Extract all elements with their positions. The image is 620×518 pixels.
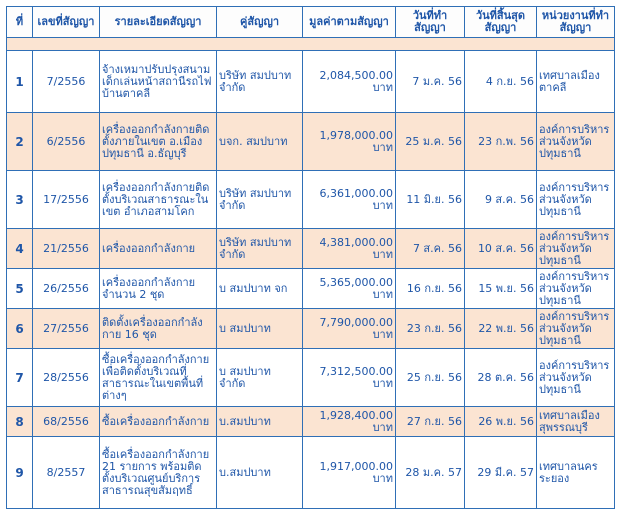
cell-date-made: 28 ม.ค. 57	[396, 437, 465, 509]
cell-agency: องค์การบริหารส่วนจังหวัดปทุมธานี	[537, 229, 615, 269]
cell-detail: จ้างเหมาปรับปรุงสนามเด็กเล่นหน้าสถานีรถไฟบ้านตาคลี	[100, 51, 217, 113]
header-detail: รายละเอียดสัญญา	[100, 7, 217, 38]
cell-contract-no: 27/2556	[33, 309, 100, 349]
table-row	[7, 51, 615, 113]
cell-agency: องค์การบริหารส่วนจังหวัดปทุมธานี	[537, 309, 615, 349]
cell-value: 2,084,500.00 บาท	[303, 51, 396, 113]
cell-value: 1,978,000.00 บาท	[303, 113, 396, 171]
spacer-row	[7, 38, 615, 51]
cell-party: บ.สมปบาท	[217, 437, 303, 509]
cell-date-end: 15 พ.ย. 56	[465, 269, 537, 309]
header-value: มูลค่าตามสัญญา	[303, 7, 396, 38]
header-no: ที่	[7, 7, 33, 38]
cell-agency: เทศบาลเมืองสุพรรณบุรี	[537, 407, 615, 437]
table-row	[7, 113, 615, 171]
cell-no: 6	[7, 309, 33, 349]
cell-date-end: 4 ก.ย. 56	[465, 51, 537, 113]
cell-contract-no: 6/2556	[33, 113, 100, 171]
cell-date-made: 11 มิ.ย. 56	[396, 171, 465, 229]
cell-no: 7	[7, 349, 33, 407]
header-date-made: วันที่ทำสัญญา	[396, 7, 465, 38]
table-row	[7, 269, 615, 309]
cell-contract-no: 17/2556	[33, 171, 100, 229]
header-row	[7, 7, 615, 38]
cell-contract-no: 28/2556	[33, 349, 100, 407]
cell-value: 7,312,500.00 บาท	[303, 349, 396, 407]
header-date-end: วันที่สิ้นสุดสัญญา	[465, 7, 537, 38]
cell-value: 1,928,400.00 บาท	[303, 407, 396, 437]
contracts-table-container	[6, 6, 614, 509]
cell-date-end: 10 ส.ค. 56	[465, 229, 537, 269]
cell-date-made: 25 ก.ย. 56	[396, 349, 465, 407]
header-contract-no: เลขที่สัญญา	[33, 7, 100, 38]
table-row	[7, 349, 615, 407]
table-row	[7, 229, 615, 269]
cell-detail: ซื้อเครื่องออกกำลังกายเพื่อติดตั้งบริเวณที่สาธารณะในเขตพื้นที่ต่างๆ	[100, 349, 217, 407]
cell-detail: เครื่องออกกำลังกายติดตั้งบริเวณสาธารณะในเขต อำเภอสามโคก	[100, 171, 217, 229]
cell-detail: เครื่องออกกำลังกายติดตั้งภายในเขต อ.เมืองปทุมธานี อ.ธัญบุรี	[100, 113, 217, 171]
cell-contract-no: 68/2556	[33, 407, 100, 437]
cell-date-made: 27 ก.ย. 56	[396, 407, 465, 437]
cell-agency: องค์การบริหารส่วนจังหวัดปทุมธานี	[537, 113, 615, 171]
cell-contract-no: 7/2556	[33, 51, 100, 113]
table-row	[7, 309, 615, 349]
cell-party: บ สมปบาท	[217, 309, 303, 349]
cell-party: บริษัท สมปบาท จำกัด	[217, 171, 303, 229]
cell-agency: เทศบาลนครระยอง	[537, 437, 615, 509]
cell-party: บ.สมปบาท	[217, 407, 303, 437]
cell-value: 1,917,000.00 บาท	[303, 437, 396, 509]
table-row	[7, 407, 615, 437]
cell-party: บจก. สมปบาท	[217, 113, 303, 171]
cell-detail: ซื้อเครื่องออกกำลังกาย 21 รายการ พร้อมติดตั้งบริเวณศูนย์บริการสาธารณสุขสัมฤทธิ์	[100, 437, 217, 509]
table-row	[7, 171, 615, 229]
cell-date-made: 7 ส.ค. 56	[396, 229, 465, 269]
cell-value: 4,381,000.00 บาท	[303, 229, 396, 269]
cell-agency: องค์การบริหารส่วนจังหวัดปทุมธานี	[537, 349, 615, 407]
cell-detail: ซื้อเครื่องออกกำลังกาย	[100, 407, 217, 437]
cell-no: 3	[7, 171, 33, 229]
cell-value: 7,790,000.00 บาท	[303, 309, 396, 349]
cell-contract-no: 8/2557	[33, 437, 100, 509]
header-agency: หน่วยงานที่ทำสัญญา	[537, 7, 615, 38]
cell-detail: เครื่องออกกำลังกายจำนวน 2 ชุด	[100, 269, 217, 309]
cell-date-made: 16 ก.ย. 56	[396, 269, 465, 309]
cell-date-end: 29 มี.ค. 57	[465, 437, 537, 509]
contracts-table	[6, 6, 615, 509]
header-party: คู่สัญญา	[217, 7, 303, 38]
cell-date-end: 22 พ.ย. 56	[465, 309, 537, 349]
cell-contract-no: 26/2556	[33, 269, 100, 309]
cell-detail: ติดตั้งเครื่องออกกำลังกาย 16 ชุด	[100, 309, 217, 349]
cell-no: 4	[7, 229, 33, 269]
cell-no: 2	[7, 113, 33, 171]
cell-date-made: 25 ม.ค. 56	[396, 113, 465, 171]
cell-agency: เทศบาลเมืองตาคลี	[537, 51, 615, 113]
cell-party: บริษัท สมปบาท จำกัด	[217, 229, 303, 269]
cell-no: 5	[7, 269, 33, 309]
cell-agency: องค์การบริหารส่วนจังหวัดปทุมธานี	[537, 171, 615, 229]
cell-party: บ สมปบาท จำกัด	[217, 349, 303, 407]
cell-date-end: 26 พ.ย. 56	[465, 407, 537, 437]
table-row	[7, 437, 615, 509]
cell-contract-no: 21/2556	[33, 229, 100, 269]
cell-date-end: 28 ต.ค. 56	[465, 349, 537, 407]
cell-agency: องค์การบริหารส่วนจังหวัดปทุมธานี	[537, 269, 615, 309]
cell-date-made: 7 ม.ค. 56	[396, 51, 465, 113]
cell-no: 8	[7, 407, 33, 437]
cell-date-end: 23 ก.พ. 56	[465, 113, 537, 171]
cell-value: 5,365,000.00 บาท	[303, 269, 396, 309]
cell-detail: เครื่องออกกำลังกาย	[100, 229, 217, 269]
cell-party: บริษัท สมปบาท จำกัด	[217, 51, 303, 113]
cell-date-made: 23 ก.ย. 56	[396, 309, 465, 349]
cell-date-end: 9 ส.ค. 56	[465, 171, 537, 229]
cell-value: 6,361,000.00 บาท	[303, 171, 396, 229]
cell-no: 1	[7, 51, 33, 113]
cell-no: 9	[7, 437, 33, 509]
cell-party: บ สมปบาท จก	[217, 269, 303, 309]
